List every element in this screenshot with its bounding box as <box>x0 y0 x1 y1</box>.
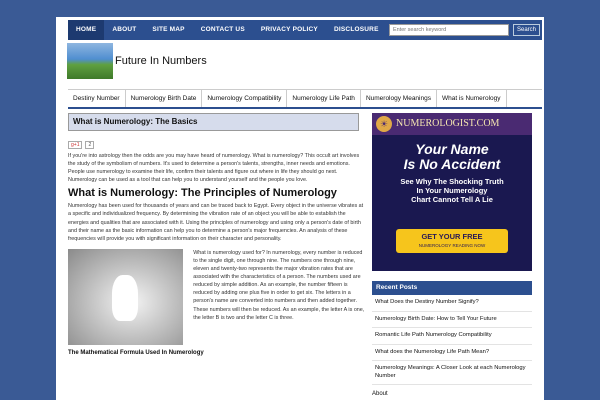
post-title: What is Numerology: The Basics <box>68 113 359 131</box>
meditating-figure-icon <box>112 275 138 321</box>
search-button[interactable]: Search <box>513 24 540 36</box>
cat-numerology-birth-date[interactable]: Numerology Birth Date <box>126 90 203 107</box>
cat-destiny-number[interactable]: Destiny Number <box>68 90 126 107</box>
cat-numerology-meanings[interactable]: Numerology Meanings <box>361 90 437 107</box>
ad-subtext <box>372 177 532 204</box>
numerologist-ad-banner[interactable] <box>372 113 532 271</box>
nav-privacy-policy[interactable]: PRIVACY POLICY <box>260 26 318 33</box>
recent-post-link[interactable]: Numerology Birth Date: How to Tell Your Future <box>372 312 532 329</box>
ad-headline-line-1: Your Name <box>415 141 489 157</box>
nav-about[interactable]: ABOUT <box>112 26 137 33</box>
recent-posts-heading: Recent Posts <box>372 281 532 295</box>
recent-post-link[interactable]: Romantic Life Path Numerology Compatibility <box>372 328 532 345</box>
sun-logo-icon: ☀ <box>376 116 392 132</box>
main-content <box>68 113 365 356</box>
recent-post-link[interactable]: What does the Numerology Life Path Mean? <box>372 345 532 362</box>
sidebar <box>372 113 532 385</box>
recent-posts-list <box>372 295 532 385</box>
cat-numerology-life-path[interactable]: Numerology Life Path <box>287 90 361 107</box>
google-plus-button[interactable]: g+1 <box>68 141 82 149</box>
photo-row <box>68 249 365 345</box>
ad-brand: NUMEROLOGIST.COM <box>372 113 532 135</box>
search-input[interactable] <box>389 24 509 36</box>
ad-cta-button[interactable] <box>396 229 508 253</box>
nav-disclosure[interactable]: DISCLOSURE <box>333 26 379 33</box>
photo-side-paragraph: What is numerology used for? In numerology, every number is reduced to the single digit, one through nine. The numbers one through nine, eleven and twenty-two represents the major vibration rates that are associated with the characteristics of a person. The numbers used are reduced by simple addition. As an example, the number fifteen is reduced by adding one plus five in order to get six. The letters in a person's name are converted into numbers and then added together. These numbers will then be reduced. As an example, the letter A is one, the letter B is two and the letter C is three. <box>193 249 365 321</box>
nav-home[interactable]: HOME <box>68 20 104 40</box>
ad-subtext-line-1: See Why The Shocking Truth <box>400 177 504 186</box>
site-title: Future In Numbers <box>115 55 207 67</box>
cat-what-is-numerology[interactable]: What is Numerology <box>437 90 507 107</box>
share-count: 2 <box>85 141 94 149</box>
recent-post-link[interactable]: Numerology Meanings: A Closer Look at each Numerology Number <box>372 361 532 385</box>
section-heading: What is Numerology: The Principles of Numerology <box>68 187 337 200</box>
nav-site-map[interactable]: SITE MAP <box>152 26 185 33</box>
meditation-photo <box>68 249 183 345</box>
ad-headline <box>372 142 532 172</box>
ad-cta-label: GET YOUR FREE <box>421 232 483 241</box>
top-navigation <box>68 20 542 40</box>
google-plus-share <box>68 141 365 149</box>
ad-headline-line-2: Is No Accident <box>403 156 501 172</box>
about-widget-heading: About <box>372 391 388 397</box>
logo-landscape-image <box>67 43 113 79</box>
site-logo[interactable] <box>67 41 207 81</box>
ad-subtext-line-2: In Your Numerology <box>416 186 488 195</box>
formula-subheading: The Mathematical Formula Used In Numerology <box>68 349 204 356</box>
ad-cta-sublabel: NUMEROLOGY READING NOW <box>418 243 486 248</box>
page <box>56 17 544 400</box>
ad-subtext-line-3: Chart Cannot Tell A Lie <box>411 195 493 204</box>
nav-contact-us[interactable]: CONTACT US <box>200 26 245 33</box>
cat-numerology-compatibility[interactable]: Numerology Compatibility <box>202 90 287 107</box>
search-form <box>389 24 540 36</box>
category-navigation <box>68 89 542 109</box>
intro-paragraph: If you're into astrology then the odds are you may have heard of numerology. What is numerology? This occult art involves the study of the symbolism of numbers. It's used to determine a person's talents, strengths, inner needs and emotions. People use numerology to examine their life, confirm their talents and figure out where in life they should go next. Numerology can be used as a tool that can help you to understand yourself and the people you love. <box>68 153 360 184</box>
recent-post-link[interactable]: What Does the Destiny Number Signify? <box>372 295 532 312</box>
principles-paragraph: Numerology has been used for thousands of years and can be traced back to Egypt. Every object in the universe vibrates at a specific and individualized frequency. By determining the vibration rate of an object you will be able to establish the energies and qualities that are associated with it. Using the principles of numerology and using only a person's date of birth and their name as the basic information can help you to determine a person's major frequencies. An analysis of these frequencies will provide you with significant information on their character and personality. <box>68 203 364 242</box>
